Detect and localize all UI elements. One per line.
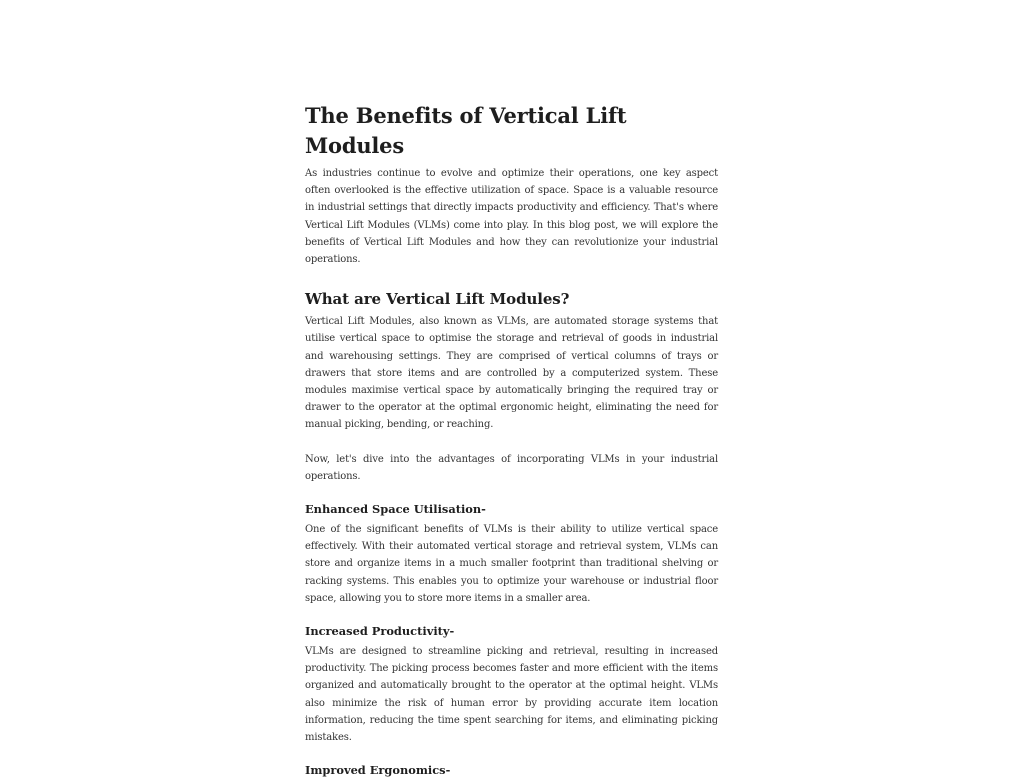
benefit-heading-ergonomics: Improved Ergonomics- bbox=[305, 763, 451, 778]
benefit-heading-productivity: Increased Productivity- bbox=[305, 624, 455, 639]
article bbox=[305, 101, 718, 782]
article-title: The Benefits of Vertical Lift Modules bbox=[305, 103, 627, 158]
section-paragraph-what-are-vlms: Vertical Lift Modules, also known as VLMs, are automated storage systems that utilise vertical space to optimise the storage and retrieval of goods in industrial and warehousing settings. They are comprised of vertical columns of trays or drawers that store items and are controlled by a computerized system. These modules maximise vertical space by automatically bringing the required tray or drawer to the operator at the optimal ergonomic height, eliminating the need for manual picking, bending, or reaching. bbox=[305, 316, 718, 431]
intro-paragraph: As industries continue to evolve and optimize their operations, one key aspect often overlooked is the effective utilization of space. Space is a valuable resource in industrial settings that directly impacts productivity and efficiency. That's where Vertical Lift Modules (VLMs) come into play. In this blog post, we will explore the benefits of Vertical Lift Modules and how they can revolutionize your industrial operations. bbox=[305, 168, 718, 266]
benefit-paragraph-space: One of the significant benefits of VLMs is their ability to utilize vertical space effectively. With their automated vertical storage and retrieval system, VLMs can store and organize items in a much smaller footprint than traditional shelving or racking systems. This enables you to optimize your warehouse or industrial floor space, allowing you to store more items in a smaller area. bbox=[305, 524, 718, 604]
benefit-heading-space: Enhanced Space Utilisation- bbox=[305, 502, 486, 517]
section-heading-what-are-vlms: What are Vertical Lift Modules? bbox=[305, 290, 570, 309]
transition-paragraph: Now, let's dive into the advantages of incorporating VLMs in your industrial operations. bbox=[305, 453, 718, 482]
benefit-paragraph-productivity: VLMs are designed to streamline picking and retrieval, resulting in increased productivity. The picking process becomes faster and more efficient with the items organized and automatically brought to the operator at the optimal height. VLMs also minimize the risk of human error by providing accurate item location information, reducing the time spent searching for items, and eliminating picking mistakes. bbox=[305, 646, 718, 744]
